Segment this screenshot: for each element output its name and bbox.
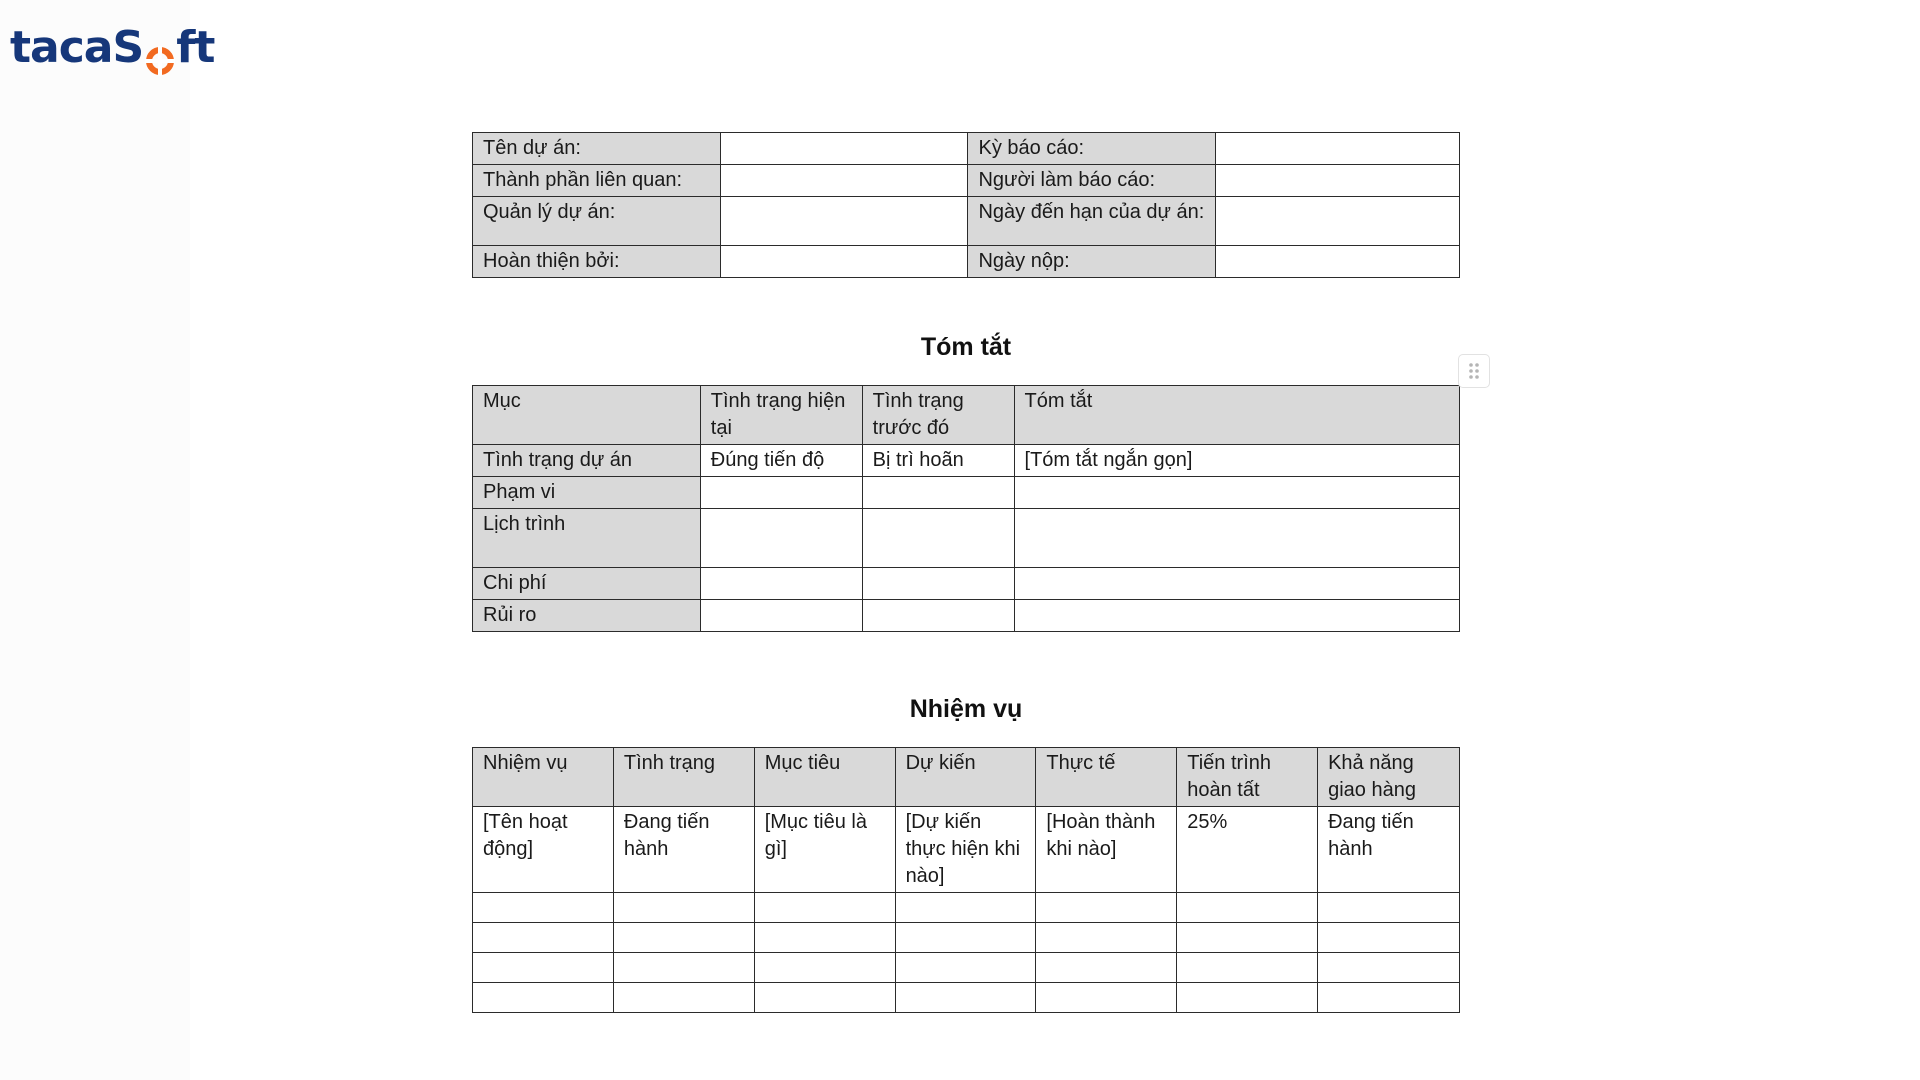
summary-value-cell[interactable] <box>862 568 1014 600</box>
logo-text-part1: taca <box>10 22 113 73</box>
task-cell[interactable] <box>1318 953 1460 983</box>
task-row <box>473 953 1460 983</box>
summary-value-cell[interactable] <box>700 568 862 600</box>
tasks-header-cell: Tình trạng <box>613 748 754 807</box>
task-cell[interactable]: [Hoàn thành khi nào] <box>1036 807 1177 893</box>
info-value-cell[interactable] <box>1216 165 1460 197</box>
tasks-header-cell: Tiến trình hoàn tất <box>1177 748 1318 807</box>
task-cell[interactable]: [Mục tiêu là gì] <box>754 807 895 893</box>
task-cell[interactable] <box>1177 893 1318 923</box>
summary-table <box>472 385 1460 632</box>
task-cell[interactable] <box>754 923 895 953</box>
task-cell[interactable] <box>754 983 895 1013</box>
tacasoft-logo <box>10 22 214 73</box>
task-cell[interactable] <box>895 893 1036 923</box>
logo-text-part2: S <box>112 22 144 73</box>
summary-value-cell[interactable] <box>700 509 862 568</box>
task-cell[interactable] <box>754 953 895 983</box>
info-label-cell: Thành phần liên quan: <box>473 165 721 197</box>
task-cell[interactable] <box>1177 983 1318 1013</box>
tasks-header-row <box>473 748 1460 807</box>
info-row <box>473 133 1460 165</box>
tasks-header-cell: Nhiệm vụ <box>473 748 614 807</box>
task-cell[interactable] <box>613 923 754 953</box>
left-margin <box>0 0 190 1080</box>
task-row <box>473 983 1460 1013</box>
summary-row <box>473 477 1460 509</box>
summary-item-cell: Lịch trình <box>473 509 701 568</box>
info-value-cell[interactable] <box>1216 133 1460 165</box>
task-cell[interactable] <box>473 893 614 923</box>
task-cell[interactable] <box>895 953 1036 983</box>
info-value-cell[interactable] <box>1216 246 1460 278</box>
summary-value-cell[interactable] <box>862 509 1014 568</box>
task-cell[interactable] <box>895 983 1036 1013</box>
summary-item-cell: Tình trạng dự án <box>473 445 701 477</box>
summary-row <box>473 600 1460 632</box>
task-cell[interactable]: Đang tiến hành <box>613 807 754 893</box>
tasks-header-cell: Thực tế <box>1036 748 1177 807</box>
tasks-table <box>472 747 1460 1013</box>
summary-item-cell: Rủi ro <box>473 600 701 632</box>
summary-title: Tóm tắt <box>920 333 1012 361</box>
info-value-cell[interactable] <box>720 165 968 197</box>
tasks-header-cell: Khả năng giao hàng <box>1318 748 1460 807</box>
task-cell[interactable] <box>613 953 754 983</box>
summary-value-cell[interactable] <box>862 477 1014 509</box>
task-cell[interactable] <box>613 983 754 1013</box>
info-label-cell: Ngày đến hạn của dự án: <box>968 197 1216 246</box>
task-cell[interactable] <box>754 893 895 923</box>
summary-row <box>473 445 1460 477</box>
logo-o-icon <box>145 36 175 66</box>
info-value-cell[interactable] <box>1216 197 1460 246</box>
task-cell[interactable] <box>1036 923 1177 953</box>
task-cell[interactable] <box>895 923 1036 953</box>
info-label-cell: Người làm báo cáo: <box>968 165 1216 197</box>
summary-header-cell: Tóm tắt <box>1014 386 1459 445</box>
summary-header-cell: Tình trạng hiện tại <box>700 386 862 445</box>
summary-value-cell[interactable]: [Tóm tắt ngắn gọn] <box>1014 445 1459 477</box>
task-cell[interactable] <box>1318 983 1460 1013</box>
task-cell[interactable] <box>1036 953 1177 983</box>
info-label-cell: Hoàn thiện bởi: <box>473 246 721 278</box>
task-row <box>473 923 1460 953</box>
summary-header-cell: Tình trạng trước đó <box>862 386 1014 445</box>
project-info-table <box>472 132 1460 278</box>
task-cell[interactable] <box>1177 953 1318 983</box>
task-cell[interactable] <box>613 893 754 923</box>
task-cell[interactable]: [Dự kiến thực hiện khi nào] <box>895 807 1036 893</box>
summary-value-cell[interactable] <box>700 477 862 509</box>
summary-value-cell[interactable]: Bị trì hoãn <box>862 445 1014 477</box>
task-cell[interactable]: Đang tiến hành <box>1318 807 1460 893</box>
info-value-cell[interactable] <box>720 246 968 278</box>
task-cell[interactable] <box>473 983 614 1013</box>
summary-row <box>473 509 1460 568</box>
summary-header-row <box>473 386 1460 445</box>
table-drag-handle-icon[interactable] <box>1458 354 1490 388</box>
tasks-title: Nhiệm vụ <box>909 695 1023 723</box>
summary-value-cell[interactable] <box>1014 568 1459 600</box>
logo-text-part3: ft <box>176 22 215 73</box>
task-cell[interactable] <box>1036 983 1177 1013</box>
task-cell[interactable] <box>1318 923 1460 953</box>
task-cell[interactable] <box>1177 923 1318 953</box>
task-cell[interactable]: [Tên hoạt động] <box>473 807 614 893</box>
task-cell[interactable] <box>1036 893 1177 923</box>
tasks-header-cell: Dự kiến <box>895 748 1036 807</box>
summary-value-cell[interactable] <box>862 600 1014 632</box>
summary-value-cell[interactable] <box>1014 509 1459 568</box>
task-cell[interactable]: 25% <box>1177 807 1318 893</box>
info-value-cell[interactable] <box>720 197 968 246</box>
summary-header-cell: Mục <box>473 386 701 445</box>
summary-value-cell[interactable]: Đúng tiến độ <box>700 445 862 477</box>
summary-item-cell: Phạm vi <box>473 477 701 509</box>
info-label-cell: Quản lý dự án: <box>473 197 721 246</box>
info-label-cell: Ngày nộp: <box>968 246 1216 278</box>
task-cell[interactable] <box>1318 893 1460 923</box>
summary-value-cell[interactable] <box>700 600 862 632</box>
info-label-cell: Kỳ báo cáo: <box>968 133 1216 165</box>
task-row <box>473 893 1460 923</box>
summary-item-cell: Chi phí <box>473 568 701 600</box>
task-cell[interactable] <box>473 953 614 983</box>
summary-row <box>473 568 1460 600</box>
info-row <box>473 246 1460 278</box>
info-label-cell: Tên dự án: <box>473 133 721 165</box>
task-cell[interactable] <box>473 923 614 953</box>
summary-value-cell[interactable] <box>1014 477 1459 509</box>
info-row <box>473 197 1460 246</box>
info-value-cell[interactable] <box>720 133 968 165</box>
info-row <box>473 165 1460 197</box>
task-row <box>473 807 1460 893</box>
tasks-header-cell: Mục tiêu <box>754 748 895 807</box>
summary-value-cell[interactable] <box>1014 600 1459 632</box>
